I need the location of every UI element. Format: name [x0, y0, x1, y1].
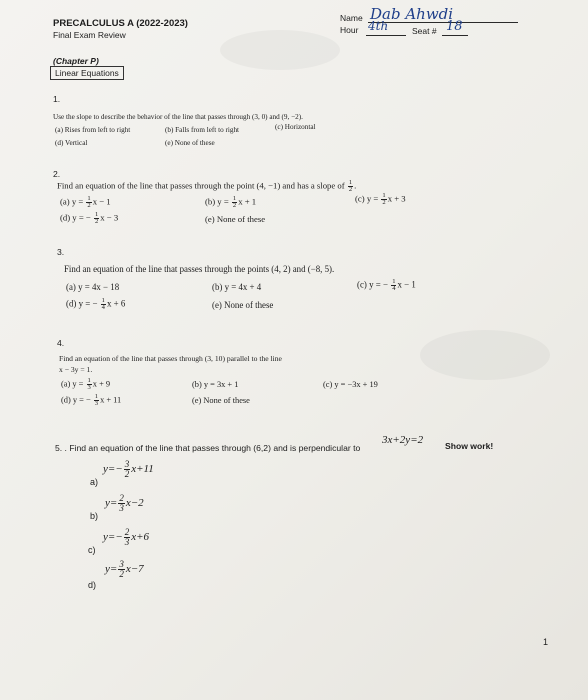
q1-option-a: (a) Rises from left to right [55, 126, 131, 134]
q1-number: 1. [53, 94, 61, 104]
q4-option-c: (c) y = −3x + 19 [323, 380, 378, 389]
hour-value: 4th [368, 19, 389, 33]
q3-option-e: (e) None of these [212, 300, 274, 310]
q4-number: 4. [57, 338, 65, 348]
page-number: 1 [543, 637, 549, 647]
q1-text: Use the slope to describe the behavior of the line that passes through (3, 0) and (9, −2). [53, 113, 303, 121]
q5-option-c: y=− $\frac{2}{3}$ x+6 [103, 527, 150, 547]
q3-number: 3. [57, 247, 65, 257]
q5-option-d: y= $\frac{3}{2}$ x−7 [105, 559, 144, 579]
q2-option-e: (e) None of these [205, 214, 266, 224]
q3-option-c: (c) y = − $\frac{1}{4}$ x − 1 [357, 278, 416, 292]
exam-title: Final Exam Review [53, 30, 126, 40]
hour-label: Hour [340, 25, 359, 35]
q3-option-a: (a) y = 4x − 18 [66, 282, 120, 292]
q4-option-d: (d) y = − $\frac{1}{3}$ x + 11 [61, 393, 122, 407]
name-label: Name [340, 13, 363, 23]
q2-slope-fraction: $\frac{1}{2}$ [348, 179, 353, 193]
q5-line-equation: 3x+2y=2 [382, 434, 424, 446]
q5-option-a-label: a) [90, 477, 99, 487]
bleed-through [420, 330, 550, 380]
seat-value: 18 [446, 19, 463, 34]
course-title: PRECALCULUS A (2022-2023) [53, 18, 188, 29]
q5-option-b: y= $\frac{2}{3}$ x−2 [105, 493, 144, 513]
q4-text-2: x − 3y = 1. [59, 365, 93, 374]
q2-option-a: (a) y = $\frac{1}{2}$ x − 1 [60, 195, 111, 209]
q1-option-e: (e) None of these [165, 139, 215, 147]
bleed-through [220, 30, 340, 70]
seat-label: Seat # [412, 26, 437, 36]
q4-text-1: Find an equation of the line that passes through (3, 10) parallel to the line [59, 354, 282, 363]
q2-number: 2. [53, 169, 61, 179]
q1-option-b: (b) Falls from left to right [165, 126, 240, 134]
q1-option-c: (c) Horizontal [275, 123, 316, 131]
q2-text-line: Find an equation of the line that passes through the point (4, −1) and has a slope of $\frac{1}{2}$ . [57, 179, 357, 193]
q4-option-b: (b) y = 3x + 1 [192, 380, 239, 389]
q5-show-work: Show work! [445, 441, 494, 451]
q5-text: 5. . Find an equation of the line that passes through (6,2) and is perpendicular to [55, 443, 361, 453]
q5-option-d-label: d) [88, 580, 97, 590]
name-underline [368, 22, 518, 23]
q3-option-b: (b) y = 4x + 4 [212, 282, 262, 292]
q5-option-c-label: c) [88, 545, 96, 555]
q4-option-e: (e) None of these [192, 396, 250, 405]
q3-option-d: (d) y = − $\frac{1}{4}$ x + 6 [66, 297, 126, 311]
q2-option-b: (b) y = $\frac{1}{2}$ x + 1 [205, 195, 257, 209]
q5-option-b-label: b) [90, 511, 99, 521]
q2-text: Find an equation of the line that passes through the point (4, −1) and has a slope of [57, 180, 345, 191]
q2-option-d: (d) y = − $\frac{1}{2}$ x − 3 [60, 211, 119, 225]
seat-underline [442, 35, 468, 36]
hour-underline [366, 35, 406, 36]
q4-option-a: (a) y = $\frac{1}{3}$ x + 9 [61, 377, 111, 391]
chapter-label: (Chapter P) [53, 56, 99, 66]
q1-option-d: (d) Vertical [55, 139, 88, 147]
topic-box: Linear Equations [50, 66, 124, 80]
q2-option-c: (c) y = $\frac{1}{2}$ x + 3 [355, 192, 406, 206]
q3-text: Find an equation of the line that passes through the points (4, 2) and (−8, 5). [64, 264, 335, 274]
name-value: Dab Ahwdi [370, 5, 454, 23]
q5-option-a: y=− $\frac{3}{2}$ x+11 [103, 459, 154, 479]
